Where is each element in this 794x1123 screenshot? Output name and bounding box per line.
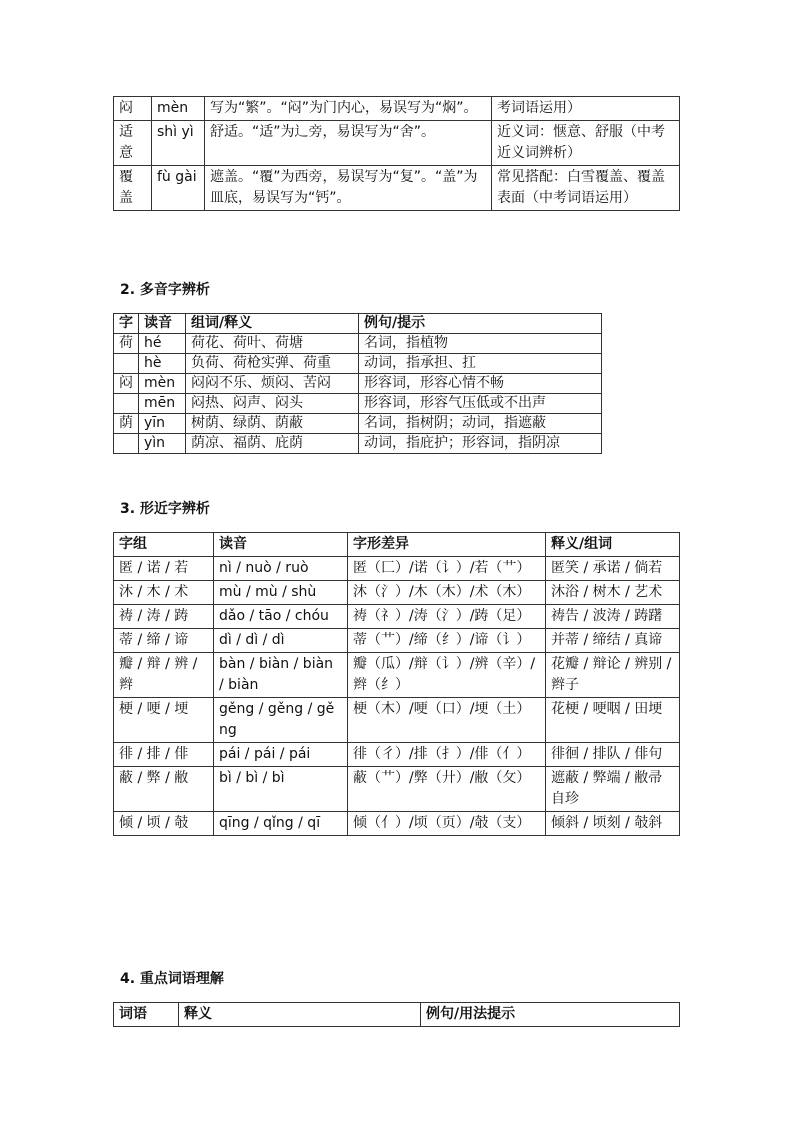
- char-group-cell: 梗 / 哽 / 埂: [114, 698, 214, 743]
- table-row: [114, 629, 680, 653]
- hint-cell: 形容词，形容气压低或不出声: [359, 394, 602, 414]
- words-cell: 负荷、荷枪实弹、荷重: [186, 354, 359, 374]
- pinyin-cell: mèn: [152, 97, 205, 121]
- char-cell: 荫: [114, 414, 139, 434]
- column-header: 字组: [114, 533, 214, 557]
- table-row: [114, 374, 602, 394]
- table-row: [114, 653, 680, 698]
- word-cell: 适意: [114, 121, 152, 166]
- column-header: 释义/组词: [546, 533, 680, 557]
- char-cell: 闷: [114, 374, 139, 394]
- similar-chars-table: [113, 532, 680, 836]
- pinyin-cell: hé: [139, 334, 186, 354]
- column-header: 例句/用法提示: [421, 1003, 680, 1027]
- char-group-cell: 蔽 / 弊 / 敝: [114, 767, 214, 812]
- table-row: [114, 121, 680, 166]
- pinyin-cell: gěng / gěng / gěng: [214, 698, 348, 743]
- pinyin-cell: shì yì: [152, 121, 205, 166]
- hint-cell: 动词，指承担、扛: [359, 354, 602, 374]
- tip-cell: 常见搭配：白雪覆盖、覆盖表面（中考词语运用）: [492, 166, 680, 211]
- table-row: [114, 334, 602, 354]
- tip-cell: 考词语运用）: [492, 97, 680, 121]
- char-group-cell: 蒂 / 缔 / 谛: [114, 629, 214, 653]
- words-cell: 倾斜 / 顷刻 / 攲斜: [546, 812, 680, 836]
- table-row: [114, 434, 602, 454]
- note-cell: 舒适。“适”为辶旁，易误写为“舍”。: [205, 121, 492, 166]
- note-cell: 写为“繁”。“闷”为门内心，易误写为“焖”。: [205, 97, 492, 121]
- pinyin-cell: dì / dì / dì: [214, 629, 348, 653]
- char-cell-empty: [114, 394, 139, 414]
- tip-cell: 近义词：惬意、舒服（中考近义词辨析）: [492, 121, 680, 166]
- shape-diff-cell: 蔽（艹）/弊（廾）/敝（攵）: [348, 767, 546, 812]
- column-header: 字: [114, 314, 139, 334]
- key-words-table: [113, 1002, 680, 1027]
- pinyin-cell: qīng / qǐng / qī: [214, 812, 348, 836]
- column-header: 释义: [179, 1003, 421, 1027]
- pinyin-cell: fù gài: [152, 166, 205, 211]
- char-group-cell: 祷 / 涛 / 踌: [114, 605, 214, 629]
- char-group-cell: 瓣 / 辩 / 辨 / 辫: [114, 653, 214, 698]
- table-row: [114, 812, 680, 836]
- table-row: [114, 767, 680, 812]
- words-cell: 花瓣 / 辩论 / 辨别 / 辫子: [546, 653, 680, 698]
- pinyin-cell: mù / mù / shù: [214, 581, 348, 605]
- char-group-cell: 徘 / 排 / 俳: [114, 743, 214, 767]
- words-cell: 并蒂 / 缔结 / 真谛: [546, 629, 680, 653]
- polyphone-table: [113, 313, 602, 454]
- column-header: 字形差异: [348, 533, 546, 557]
- table-row: [114, 414, 602, 434]
- hint-cell: 名词，指植物: [359, 334, 602, 354]
- table-row: [114, 166, 680, 211]
- table-row: [114, 581, 680, 605]
- words-cell: 匿笑 / 承诺 / 倘若: [546, 557, 680, 581]
- shape-diff-cell: 蒂（艹）/缔（纟）/谛（讠）: [348, 629, 546, 653]
- shape-diff-cell: 沐（氵）/木（木）/术（木）: [348, 581, 546, 605]
- pinyin-cell: bàn / biàn / biàn / biàn: [214, 653, 348, 698]
- shape-diff-cell: 匿（匚）/诺（讠）/若（艹）: [348, 557, 546, 581]
- words-cell: 荷花、荷叶、荷塘: [186, 334, 359, 354]
- pinyin-cell: mèn: [139, 374, 186, 394]
- section-title-key-words: 4. 重点词语理解: [120, 971, 224, 987]
- words-cell: 徘徊 / 排队 / 俳句: [546, 743, 680, 767]
- pinyin-cell: bì / bì / bì: [214, 767, 348, 812]
- shape-diff-cell: 徘（彳）/排（扌）/俳（亻）: [348, 743, 546, 767]
- pinyin-cell: yìn: [139, 434, 186, 454]
- column-header: 组词/释义: [186, 314, 359, 334]
- hint-cell: 形容词，形容心情不畅: [359, 374, 602, 394]
- hint-cell: 动词，指庇护；形容词，指阴凉: [359, 434, 602, 454]
- shape-diff-cell: 祷（礻）/涛（氵）/踌（足）: [348, 605, 546, 629]
- table-row: [114, 97, 680, 121]
- shape-diff-cell: 倾（亻）/顷（页）/攲（支）: [348, 812, 546, 836]
- table-row: [114, 557, 680, 581]
- hint-cell: 名词，指树阴；动词，指遮蔽: [359, 414, 602, 434]
- words-cell: 闷闷不乐、烦闷、苦闷: [186, 374, 359, 394]
- section-title-polyphone: 2. 多音字辨析: [120, 282, 210, 298]
- column-header: 词语: [114, 1003, 179, 1027]
- column-header: 例句/提示: [359, 314, 602, 334]
- words-cell: 祷告 / 波涛 / 踌躇: [546, 605, 680, 629]
- words-cell: 荫凉、福荫、庇荫: [186, 434, 359, 454]
- word-cell: 覆盖: [114, 166, 152, 211]
- column-header: 读音: [214, 533, 348, 557]
- shape-diff-cell: 瓣（瓜）/辩（讠）/辨（辛）/辫（纟）: [348, 653, 546, 698]
- section-title-similar-chars: 3. 形近字辨析: [120, 501, 210, 517]
- words-cell: 遮蔽 / 弊端 / 敝帚自珍: [546, 767, 680, 812]
- char-group-cell: 沐 / 木 / 术: [114, 581, 214, 605]
- word-cell: 闷: [114, 97, 152, 121]
- column-header: 读音: [139, 314, 186, 334]
- pinyin-cell: mēn: [139, 394, 186, 414]
- pinyin-cell: yīn: [139, 414, 186, 434]
- char-cell-empty: [114, 354, 139, 374]
- note-cell: 遮盖。“覆”为西旁，易误写为“复”。“盖”为皿底，易误写为“钙”。: [205, 166, 492, 211]
- char-group-cell: 匿 / 诺 / 若: [114, 557, 214, 581]
- char-group-cell: 倾 / 顷 / 攲: [114, 812, 214, 836]
- pinyin-cell: dǎo / tāo / chóu: [214, 605, 348, 629]
- word-table-continued: [113, 96, 680, 211]
- char-cell: 荷: [114, 334, 139, 354]
- words-cell: 闷热、闷声、闷头: [186, 394, 359, 414]
- words-cell: 花梗 / 哽咽 / 田埂: [546, 698, 680, 743]
- shape-diff-cell: 梗（木）/哽（口）/埂（土）: [348, 698, 546, 743]
- table-row: [114, 743, 680, 767]
- table-row: [114, 698, 680, 743]
- pinyin-cell: nì / nuò / ruò: [214, 557, 348, 581]
- pinyin-cell: hè: [139, 354, 186, 374]
- table-row: [114, 394, 602, 414]
- words-cell: 树荫、绿荫、荫蔽: [186, 414, 359, 434]
- pinyin-cell: pái / pái / pái: [214, 743, 348, 767]
- char-cell-empty: [114, 434, 139, 454]
- table-row: [114, 354, 602, 374]
- words-cell: 沐浴 / 树木 / 艺术: [546, 581, 680, 605]
- table-row: [114, 605, 680, 629]
